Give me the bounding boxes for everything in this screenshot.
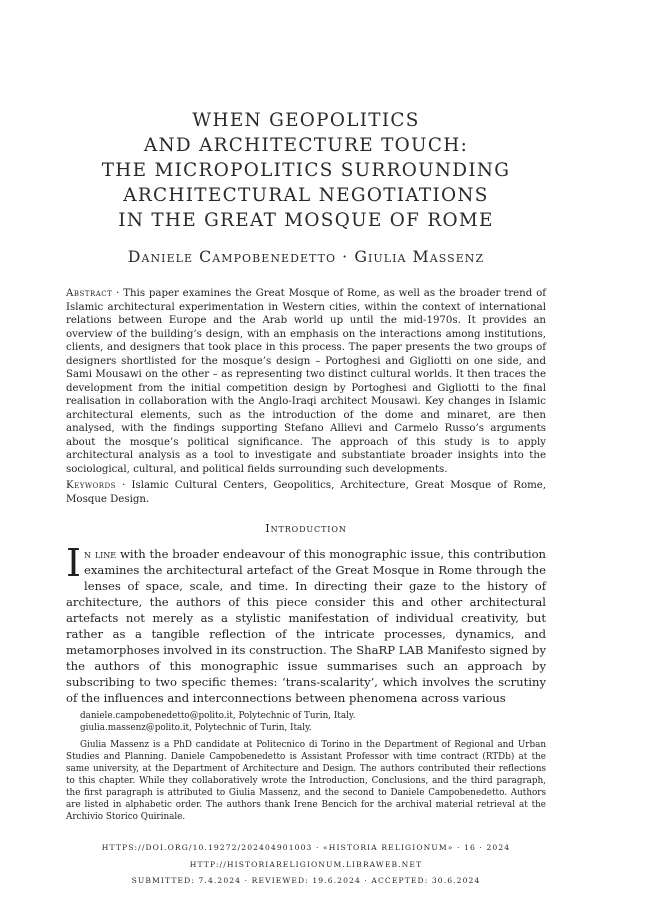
footer-doi: HTTPS://DOI.ORG/10.19272/202404901003 · «HISTORIA RELIGIONUM» · 16 · 2024 xyxy=(101,843,511,852)
intro-lead: n line xyxy=(84,547,117,561)
title-line: WHEN GEOPOLITICS xyxy=(192,110,420,131)
abstract-text: This paper examines the Great Mosque of Rome, as well as the broader trend of Islamic architectural experimentation in Western cities, within the context of international relations between Europe and the Arab world up until the mid-1970s. It provides an overview of the building’s design, with an emphasis on the interactions among institutions, clients, and designers that took place in this process. The paper presents the two groups of designers shortlisted for the mosque’s design – Portoghesi and Gigliotti on one side, and Sami Mousawi on the other – as representing two distinct cultural worlds. It then traces the development from the initial competition design by Portoghesi and Gigliotti to the final realisation in collaboration with the Anglo-Iraqi architect Mousawi. Key changes in Islamic architectural elements, such as the introduction of the dome and minaret, are then analysed, with the findings supporting Stefano Allievi and Carmelo Russo’s arguments about the mosque’s political significance. The approach of this study is to apply architectural analysis as a tool to investigate and substantiate broader insights into the sociological, cultural, and political fields surrounding such developments. xyxy=(66,288,546,475)
title-line: AND ARCHITECTURE TOUCH: xyxy=(143,135,469,156)
abstract-separator: · xyxy=(116,288,120,299)
section-heading: Introduction xyxy=(265,522,347,535)
keywords-separator: · xyxy=(122,480,126,491)
title-line: IN THE GREAT MOSQUE OF ROME xyxy=(118,210,494,231)
abstract-label: Abstract xyxy=(66,288,113,299)
intro-paragraph xyxy=(66,541,547,706)
abstract xyxy=(66,287,546,476)
contact-line: giulia.massenz@polito.it, Polytechnic of Turin, Italy. xyxy=(80,723,312,733)
footer-url: HTTP://HISTORIARELIGIONUM.LIBRAWEB.NET xyxy=(189,860,423,869)
author-contacts xyxy=(80,710,546,734)
footer-dates: SUBMITTED: 7.4.2024 · REVIEWED: 19.6.2024 · ACCEPTED: 30.6.2024 xyxy=(131,876,481,885)
author-name: Daniele Campobenedetto xyxy=(127,247,337,266)
keywords-label: Keywords xyxy=(66,480,116,491)
author-name: Giulia Massenz xyxy=(354,247,485,266)
contact-line: daniele.campobenedetto@polito.it, Polytechnic of Turin, Italy. xyxy=(80,711,356,721)
drop-cap: I xyxy=(66,541,82,585)
title-line: THE MICROPOLITICS SURROUNDING xyxy=(101,160,511,181)
author-separator: · xyxy=(342,247,349,266)
keywords xyxy=(66,479,546,506)
intro-text: with the broader endeavour of this monographic issue, this contribution examines the architectural artefact of the Great Mosque in Rome through the lenses of space, scale, and time. In directing their gaze to the history of architecture, the authors of this piece consider this and other architectural artefacts not merely as a stylistic manifestation of individual creativity, but rather as a tangible reflection of the intricate processes, dynamics, and metamorphoses involved in its construction. The ShaRP LAB Manifesto signed by the authors of this monographic issue summarises such an approach by subscribing to two specific themes: ‘trans-scalarity’, which involves the scrutiny of the influences and interconnections between phenomena across various xyxy=(66,547,547,705)
title-line: ARCHITECTURAL NEGOTIATIONS xyxy=(123,185,489,206)
keywords-text: Islamic Cultural Centers, Geopolitics, Architecture, Great Mosque of Rome, Mosque Design. xyxy=(66,480,546,505)
article-title xyxy=(66,108,546,233)
author-line xyxy=(66,247,546,266)
copyright-notice xyxy=(570,222,594,692)
author-note: Giulia Massenz is a PhD candidate at Politecnico di Torino in the Department of Regional and Urban Studies and Planning. Daniele Campobenedetto is Assistant Professor with time contract (RTDb) at the same university, at the Department of Architecture and Design. The authors contributed their reflections to this chapter. While they collaboratively wrote the Introduction, Conclusions, and the third paragraph, the first paragraph is attributed to Giulia Massenz, and the second to Daniele Campobenedetto. Authors are listed in alphabetic order. The authors thank Irene Bencich for the archival material retrieval at the Archivio Storico Quirinale. xyxy=(66,740,546,822)
